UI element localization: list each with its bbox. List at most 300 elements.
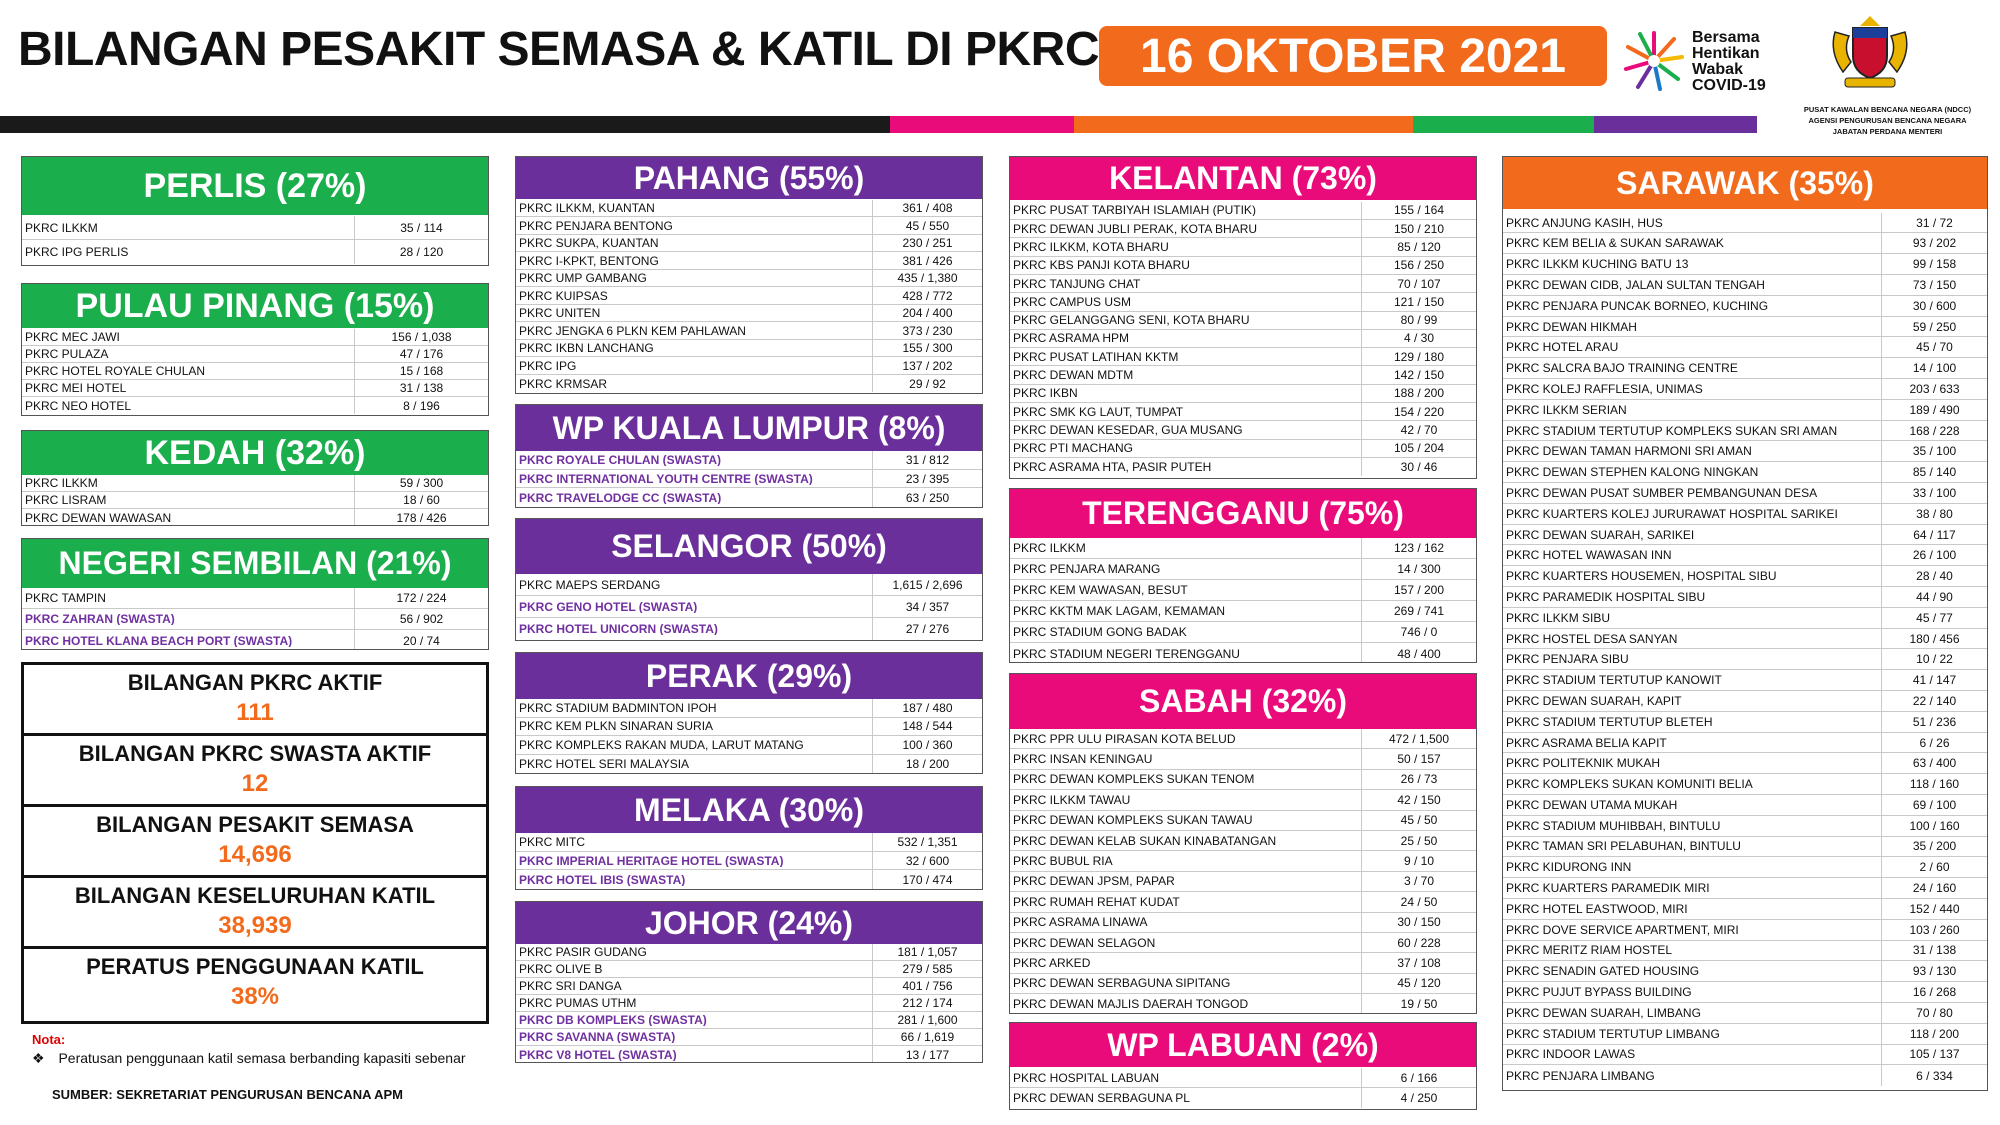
- facility-occupancy: 99 / 158: [1881, 254, 1987, 274]
- facility-name: PKRC DEWAN SUARAH, KAPIT: [1506, 694, 1682, 707]
- facility-row: [1010, 1088, 1476, 1108]
- facility-name: PKRC ASRAMA HPM: [1013, 332, 1130, 345]
- facility-name: PKRC DEWAN KESEDAR, GUA MUSANG: [1013, 423, 1243, 436]
- facility-occupancy: 69 / 100: [1881, 795, 1987, 815]
- facility-row: [1010, 831, 1476, 851]
- source-text: SUMBER: SEKRETARIAT PENGURUSAN BENCANA APM: [52, 1087, 404, 1102]
- facility-name: PKRC KEM WAWASAN, BESUT: [1013, 584, 1188, 596]
- facility-row: [516, 736, 982, 755]
- facility-name: PKRC KUARTERS HOUSEMEN, HOSPITAL SIBU: [1506, 570, 1777, 583]
- facility-name: PKRC DEWAN JUBLI PERAK, KOTA BHARU: [1013, 222, 1258, 235]
- facility-row: [1503, 753, 1987, 774]
- facility-occupancy: 45 / 77: [1881, 608, 1987, 628]
- facility-table: [516, 199, 982, 392]
- facility-row: [516, 1029, 982, 1046]
- facility-table: [516, 833, 982, 889]
- facility-occupancy: 279 / 585: [872, 961, 982, 977]
- facility-row: [1503, 608, 1987, 629]
- facility-row: [516, 200, 982, 218]
- facility-row: [1010, 257, 1476, 275]
- facility-row: [1503, 857, 1987, 878]
- facility-name: PKRC PENJARA BENTONG: [519, 219, 673, 232]
- facility-name: PKRC ILKKM: [1013, 542, 1086, 554]
- facility-occupancy: 4 / 250: [1361, 1088, 1476, 1108]
- facility-row: [1503, 525, 1987, 546]
- campaign-logo: [1620, 26, 1780, 96]
- facility-occupancy: 3 / 70: [1361, 872, 1476, 891]
- facility-occupancy: 472 / 1,500: [1361, 729, 1476, 748]
- facility-occupancy: 100 / 160: [1881, 816, 1987, 836]
- state-header: SABAH (32%): [1010, 674, 1476, 729]
- facility-occupancy: 35 / 200: [1881, 837, 1987, 857]
- state-header: PERLIS (27%): [22, 157, 488, 215]
- facility-occupancy: 180 / 456: [1881, 629, 1987, 649]
- facility-name: PKRC STADIUM TERTUTUP BLETEH: [1506, 715, 1713, 728]
- facility-row: [1010, 580, 1476, 601]
- facility-name: PKRC PENJARA SIBU: [1506, 653, 1629, 666]
- campaign-line: Wabak: [1692, 61, 1743, 78]
- facility-name: PKRC IPG: [519, 359, 577, 372]
- facility-row: [516, 270, 982, 288]
- state-panel-perak: [515, 652, 983, 774]
- facility-name: PKRC DEWAN UTAMA MUKAH: [1506, 798, 1678, 811]
- facility-row: [516, 755, 982, 774]
- facility-occupancy: 118 / 200: [1881, 1024, 1987, 1044]
- facility-name: PKRC SENADIN GATED HOUSING: [1506, 965, 1700, 978]
- facility-occupancy: 31 / 812: [872, 451, 982, 469]
- state-header: MELAKA (30%): [516, 787, 982, 833]
- facility-occupancy: 230 / 251: [872, 235, 982, 252]
- facility-occupancy: 30 / 600: [1881, 296, 1987, 316]
- facility-row: [1503, 504, 1987, 525]
- facility-occupancy: 269 / 741: [1361, 601, 1476, 621]
- summary-row: [24, 665, 486, 736]
- facility-name: PKRC MEC JAWI: [25, 331, 120, 343]
- facility-row: [1503, 254, 1987, 275]
- facility-occupancy: 178 / 426: [354, 509, 488, 526]
- facility-occupancy: 204 / 400: [872, 305, 982, 322]
- facility-row: [1503, 1003, 1987, 1024]
- facility-occupancy: 212 / 174: [872, 995, 982, 1011]
- facility-name: PKRC PASIR GUDANG: [519, 946, 647, 958]
- facility-name: PKRC DEWAN HIKMAH: [1506, 320, 1637, 333]
- facility-occupancy: 42 / 150: [1361, 790, 1476, 809]
- facility-name: PKRC ILKKM, KUANTAN: [519, 202, 655, 214]
- summary-box: [21, 662, 489, 1024]
- facility-row: [22, 492, 488, 509]
- facility-row: [1010, 458, 1476, 476]
- facility-occupancy: 152 / 440: [1881, 899, 1987, 919]
- summary-value: 38%: [230, 983, 280, 1010]
- facility-occupancy: 42 / 70: [1361, 421, 1476, 438]
- facility-row: [516, 1046, 982, 1063]
- facility-occupancy: 30 / 150: [1361, 913, 1476, 932]
- facility-row: [516, 718, 982, 737]
- facility-occupancy: 281 / 1,600: [872, 1012, 982, 1028]
- facility-row: [1010, 872, 1476, 892]
- facility-occupancy: 15 / 168: [354, 363, 488, 379]
- facility-occupancy: 189 / 490: [1881, 400, 1987, 420]
- facility-name: PKRC SALCRA BAJO TRAINING CENTRE: [1506, 362, 1738, 375]
- facility-occupancy: 22 / 140: [1881, 691, 1987, 711]
- stripe-orange: [1074, 116, 1413, 133]
- facility-name: PKRC ASRAMA BELIA KAPIT: [1506, 736, 1667, 749]
- facility-name: PKRC MITC: [519, 836, 585, 848]
- facility-row: [516, 618, 982, 640]
- state-panel-negeri-sembilan: [21, 538, 489, 650]
- facility-name: PKRC PUSAT TARBIYAH ISLAMIAH (PUTIK): [1013, 204, 1256, 217]
- facility-name: PKRC HOSPITAL LABUAN: [1013, 1071, 1160, 1084]
- facility-row: [1010, 749, 1476, 769]
- facility-row: [1010, 892, 1476, 912]
- facility-table: [516, 451, 982, 507]
- facility-name: PKRC STADIUM GONG BADAK: [1013, 626, 1187, 638]
- facility-occupancy: 45 / 120: [1361, 974, 1476, 993]
- facility-occupancy: 63 / 250: [872, 488, 982, 507]
- facility-name: PKRC ILKKM TAWAU: [1013, 793, 1131, 806]
- facility-occupancy: 203 / 633: [1881, 379, 1987, 399]
- facility-name: PKRC PUSAT LATIHAN KKTM: [1013, 350, 1179, 363]
- facility-row: [1503, 691, 1987, 712]
- facility-name: PKRC OLIVE B: [519, 963, 603, 975]
- facility-occupancy: 59 / 250: [1881, 317, 1987, 337]
- facility-occupancy: 73 / 150: [1881, 275, 1987, 295]
- facility-name: PKRC UMP GAMBANG: [519, 272, 647, 284]
- facility-name: PKRC DEWAN WAWASAN: [25, 511, 172, 524]
- facility-occupancy: 6 / 334: [1881, 1065, 1987, 1086]
- facility-occupancy: 66 / 1,619: [872, 1029, 982, 1045]
- facility-row: [1503, 816, 1987, 837]
- facility-name: PKRC PENJARA LIMBANG: [1506, 1069, 1655, 1082]
- facility-occupancy: 34 / 357: [872, 596, 982, 617]
- facility-name: PKRC DEWAN STEPHEN KALONG NINGKAN: [1506, 466, 1759, 479]
- facility-row: [516, 357, 982, 375]
- facility-occupancy: 746 / 0: [1361, 622, 1476, 642]
- facility-row: [1010, 403, 1476, 421]
- facility-occupancy: 6 / 26: [1881, 733, 1987, 753]
- facility-occupancy: 172 / 224: [354, 588, 488, 608]
- facility-name: PKRC IKBN: [1013, 387, 1078, 400]
- state-header: PULAU PINANG (15%): [22, 284, 488, 328]
- facility-row: [1503, 379, 1987, 400]
- note-body: Peratusan penggunaan katil semasa berbanding kapasiti sebenar: [58, 1050, 466, 1066]
- facility-row: [1503, 878, 1987, 899]
- facility-name: PKRC PTI MACHANG: [1013, 442, 1134, 455]
- facility-row: [516, 978, 982, 995]
- facility-name: PKRC STADIUM MUHIBBAH, BINTULU: [1506, 819, 1721, 832]
- facility-occupancy: 25 / 50: [1361, 831, 1476, 850]
- facility-table: [1010, 538, 1476, 663]
- facility-row: [1010, 933, 1476, 953]
- facility-occupancy: 16 / 268: [1881, 982, 1987, 1002]
- facility-row: [1010, 385, 1476, 403]
- facility-row: [1010, 440, 1476, 458]
- facility-row: [1010, 238, 1476, 256]
- facility-row: [516, 852, 982, 871]
- facility-occupancy: 60 / 228: [1361, 933, 1476, 952]
- facility-occupancy: 38 / 80: [1881, 504, 1987, 524]
- facility-name: PKRC MAEPS SERDANG: [519, 578, 661, 591]
- facility-occupancy: 26 / 73: [1361, 770, 1476, 789]
- summary-label: PERATUS PENGGUNAAN KATIL: [86, 954, 424, 979]
- facility-name: PKRC ARKED: [1013, 956, 1091, 969]
- facility-name: PKRC GELANGGANG SENI, KOTA BHARU: [1013, 314, 1250, 327]
- facility-occupancy: 64 / 117: [1881, 525, 1987, 545]
- facility-name: PKRC NEO HOTEL: [25, 399, 132, 412]
- facility-row: [1503, 421, 1987, 442]
- facility-occupancy: 85 / 140: [1881, 462, 1987, 482]
- facility-name: PKRC ASRAMA HTA, PASIR PUTEH: [1013, 461, 1212, 474]
- summary-row: [24, 949, 486, 1017]
- facility-name: PKRC I-KPKT, BENTONG: [519, 254, 659, 267]
- facility-row: [516, 574, 982, 596]
- facility-name: PKRC KUARTERS PARAMEDIK MIRI: [1506, 882, 1710, 895]
- facility-row: [1503, 837, 1987, 858]
- facility-name: PKRC HOTEL EASTWOOD, MIRI: [1506, 902, 1688, 915]
- facility-row: [516, 252, 982, 270]
- facility-name: PKRC KBS PANJI KOTA BHARU: [1013, 259, 1190, 272]
- facility-table: [22, 215, 488, 264]
- facility-occupancy: 121 / 150: [1361, 293, 1476, 310]
- facility-name: PKRC STADIUM TERTUTUP LIMBANG: [1506, 1027, 1720, 1040]
- campaign-line: COVID-19: [1692, 77, 1766, 94]
- facility-row: [1503, 233, 1987, 254]
- facility-name: PKRC HOTEL ARAU: [1506, 341, 1619, 354]
- color-stripe: [0, 116, 1757, 133]
- facility-occupancy: 361 / 408: [872, 200, 982, 217]
- facility-name: PKRC PENJARA MARANG: [1013, 563, 1161, 575]
- facility-row: [516, 488, 982, 507]
- facility-name: PKRC DB KOMPLEKS (SWASTA): [519, 1014, 707, 1026]
- facility-name: PKRC GENO HOTEL (SWASTA): [519, 600, 698, 613]
- facility-occupancy: 14 / 300: [1361, 559, 1476, 579]
- facility-occupancy: 23 / 395: [872, 470, 982, 488]
- facility-name: PKRC HOTEL UNICORN (SWASTA): [519, 623, 718, 635]
- facility-row: [1503, 317, 1987, 338]
- facility-name: PKRC DEWAN MDTM: [1013, 369, 1134, 382]
- facility-occupancy: 381 / 426: [872, 252, 982, 269]
- facility-row: [1503, 982, 1987, 1003]
- facility-row: [1503, 545, 1987, 566]
- facility-name: PKRC ILKKM KUCHING BATU 13: [1506, 258, 1689, 271]
- stripe-black: [0, 116, 890, 133]
- facility-row: [1010, 953, 1476, 973]
- facility-row: [1503, 961, 1987, 982]
- facility-name: PKRC KUARTERS KOLEJ JURURAWAT HOSPITAL SARIKEI: [1506, 507, 1838, 520]
- facility-name: PKRC DEWAN TAMAN HARMONI SRI AMAN: [1506, 445, 1752, 458]
- facility-name: PKRC IMPERIAL HERITAGE HOTEL (SWASTA): [519, 854, 784, 867]
- facility-name: PKRC DEWAN SUARAH, LIMBANG: [1506, 1006, 1701, 1019]
- facility-row: [1010, 974, 1476, 994]
- facility-name: PKRC ZAHRAN (SWASTA): [25, 613, 175, 625]
- summary-value: 111: [236, 699, 274, 726]
- facility-occupancy: 188 / 200: [1361, 385, 1476, 402]
- facility-row: [516, 305, 982, 323]
- facility-occupancy: 35 / 114: [354, 216, 488, 239]
- facility-row: [1503, 275, 1987, 296]
- state-header: TERENGGANU (75%): [1010, 489, 1476, 538]
- facility-row: [1503, 941, 1987, 962]
- facility-row: [22, 397, 488, 414]
- state-panel-perlis: [21, 156, 489, 266]
- state-panel-wp-labuan: [1009, 1022, 1477, 1110]
- stripe-green: [1413, 116, 1594, 133]
- facility-name: PKRC DEWAN KELAB SUKAN KINABATANGAN: [1013, 834, 1277, 847]
- facility-row: [1503, 1065, 1987, 1086]
- facility-name: PKRC INDOOR LAWAS: [1506, 1048, 1636, 1061]
- facility-row: [1010, 622, 1476, 643]
- facility-name: PKRC HOTEL WAWASAN INN: [1506, 549, 1672, 562]
- state-panel-johor: [515, 901, 983, 1063]
- facility-row: [516, 944, 982, 961]
- facility-row: [1010, 348, 1476, 366]
- facility-table: [516, 944, 982, 1063]
- summary-row: [24, 878, 486, 949]
- facility-table: [22, 328, 488, 414]
- facility-row: [1503, 587, 1987, 608]
- state-panel-kelantan: [1009, 156, 1477, 479]
- facility-occupancy: 532 / 1,351: [872, 833, 982, 851]
- facility-name: PKRC STADIUM TERTUTUP KANOWIT: [1506, 674, 1722, 687]
- facility-name: PKRC DEWAN SELAGON: [1013, 936, 1156, 949]
- agency-line: AGENSI PENGURUSAN BENCANA NEGARA: [1808, 116, 1967, 125]
- facility-row: [1503, 920, 1987, 941]
- facility-name: PKRC DEWAN JPSM, PAPAR: [1013, 875, 1175, 888]
- facility-occupancy: 28 / 120: [354, 240, 488, 264]
- facility-name: PKRC INTERNATIONAL YOUTH CENTRE (SWASTA): [519, 472, 813, 485]
- facility-occupancy: 27 / 276: [872, 618, 982, 640]
- facility-name: PKRC HOTEL SERI MALAYSIA: [519, 757, 690, 770]
- facility-name: PKRC KIDURONG INN: [1506, 861, 1632, 874]
- facility-name: PKRC PENJARA PUNCAK BORNEO, KUCHING: [1506, 299, 1769, 312]
- facility-row: [1503, 899, 1987, 920]
- facility-occupancy: 168 / 228: [1881, 421, 1987, 441]
- facility-occupancy: 154 / 220: [1361, 403, 1476, 420]
- summary-label: BILANGAN PKRC AKTIF: [127, 670, 383, 695]
- facility-row: [516, 235, 982, 253]
- facility-occupancy: 51 / 236: [1881, 712, 1987, 732]
- facility-occupancy: 59 / 300: [354, 475, 488, 491]
- agency-line: PUSAT KAWALAN BENCANA NEGARA (NDCC): [1803, 105, 1972, 114]
- facility-name: PKRC CAMPUS USM: [1013, 295, 1132, 308]
- facility-name: PKRC KOMPLEKS RAKAN MUDA, LARUT MATANG: [519, 738, 804, 751]
- facility-table: [1010, 729, 1476, 1014]
- facility-row: [22, 588, 488, 609]
- facility-name: PKRC KEM PLKN SINARAN SURIA: [519, 720, 714, 733]
- facility-name: PKRC POLITEKNIK MUKAH: [1506, 757, 1661, 770]
- facility-row: [1010, 330, 1476, 348]
- facility-name: PKRC PUJUT BYPASS BUILDING: [1506, 986, 1692, 999]
- facility-name: PKRC LISRAM: [25, 494, 107, 506]
- facility-occupancy: 63 / 400: [1881, 753, 1987, 773]
- facility-occupancy: 41 / 147: [1881, 670, 1987, 690]
- facility-row: [22, 509, 488, 526]
- facility-name: PKRC PUMAS UTHM: [519, 997, 637, 1009]
- facility-name: PKRC ILKKM, KOTA BHARU: [1013, 240, 1169, 253]
- facility-row: [22, 346, 488, 363]
- state-panel-terengganu: [1009, 488, 1477, 663]
- facility-occupancy: 31 / 72: [1881, 213, 1987, 233]
- facility-name: PKRC PPR ULU PIRASAN KOTA BELUD: [1013, 732, 1236, 745]
- facility-row: [1503, 213, 1987, 234]
- facility-row: [22, 609, 488, 630]
- facility-row: [22, 630, 488, 650]
- facility-occupancy: 45 / 50: [1361, 811, 1476, 830]
- facility-table: [516, 699, 982, 773]
- state-header: NEGERI SEMBILAN (21%): [22, 539, 488, 588]
- facility-name: PKRC KUIPSAS: [519, 289, 608, 302]
- facility-table: [22, 475, 488, 526]
- summary-row: [24, 736, 486, 807]
- facility-row: [1503, 670, 1987, 691]
- facility-occupancy: 150 / 210: [1361, 220, 1476, 237]
- facility-occupancy: 56 / 902: [354, 609, 488, 629]
- facility-occupancy: 70 / 107: [1361, 275, 1476, 292]
- facility-row: [22, 240, 488, 264]
- facility-name: PKRC DEWAN SERBAGUNA PL: [1013, 1092, 1190, 1104]
- state-header: WP KUALA LUMPUR (8%): [516, 405, 982, 451]
- facility-name: PKRC RUMAH REHAT KUDAT: [1013, 895, 1180, 908]
- summary-value: 14,696: [218, 841, 292, 868]
- facility-occupancy: 18 / 200: [872, 755, 982, 774]
- facility-occupancy: 123 / 162: [1361, 538, 1476, 558]
- facility-occupancy: 118 / 160: [1881, 774, 1987, 794]
- facility-row: [1010, 601, 1476, 622]
- state-panel-selangor: [515, 518, 983, 641]
- facility-occupancy: 93 / 202: [1881, 233, 1987, 253]
- state-header: JOHOR (24%): [516, 902, 982, 944]
- note-bullet-icon: ❖: [32, 1050, 45, 1066]
- state-header: SARAWAK (35%): [1503, 157, 1987, 209]
- facility-occupancy: 48 / 400: [1361, 643, 1476, 663]
- facility-row: [22, 329, 488, 346]
- facility-name: PKRC UNITEN: [519, 307, 601, 319]
- facility-name: PKRC DEWAN KOMPLEKS SUKAN TAWAU: [1013, 814, 1253, 827]
- facility-occupancy: 24 / 50: [1361, 892, 1476, 911]
- facility-name: PKRC STADIUM TERTUTUP KOMPLEKS SUKAN SRI AMAN: [1506, 424, 1838, 437]
- state-panel-kedah: [21, 430, 489, 526]
- facility-occupancy: 103 / 260: [1881, 920, 1987, 940]
- facility-name: PKRC DEWAN CIDB, JALAN SULTAN TENGAH: [1506, 278, 1765, 291]
- facility-row: [1503, 566, 1987, 587]
- facility-row: [1010, 559, 1476, 580]
- facility-occupancy: 85 / 120: [1361, 238, 1476, 255]
- facility-name: PKRC IPG PERLIS: [25, 246, 129, 258]
- facility-row: [1010, 1068, 1476, 1088]
- agency-text: [1785, 104, 1990, 137]
- facility-occupancy: 137 / 202: [872, 357, 982, 374]
- facility-name: PKRC SAVANNA (SWASTA): [519, 1031, 676, 1043]
- facility-row: [1010, 293, 1476, 311]
- facility-name: PKRC HOTEL KLANA BEACH PORT (SWASTA): [25, 634, 293, 647]
- facility-row: [1010, 312, 1476, 330]
- facility-occupancy: 24 / 160: [1881, 878, 1987, 898]
- state-header: KELANTAN (73%): [1010, 157, 1476, 200]
- facility-name: PKRC ASRAMA LINAWA: [1013, 916, 1148, 929]
- facility-table: [22, 588, 488, 650]
- starburst-logo-icon: [1622, 29, 1686, 93]
- facility-row: [1010, 220, 1476, 238]
- facility-occupancy: 401 / 756: [872, 978, 982, 994]
- facility-row: [1010, 729, 1476, 749]
- facility-occupancy: 187 / 480: [872, 699, 982, 717]
- facility-row: [1503, 649, 1987, 670]
- facility-row: [1503, 441, 1987, 462]
- note-text: [32, 1050, 466, 1067]
- facility-occupancy: 4 / 30: [1361, 330, 1476, 347]
- facility-occupancy: 8 / 196: [354, 397, 488, 414]
- facility-occupancy: 170 / 474: [872, 870, 982, 889]
